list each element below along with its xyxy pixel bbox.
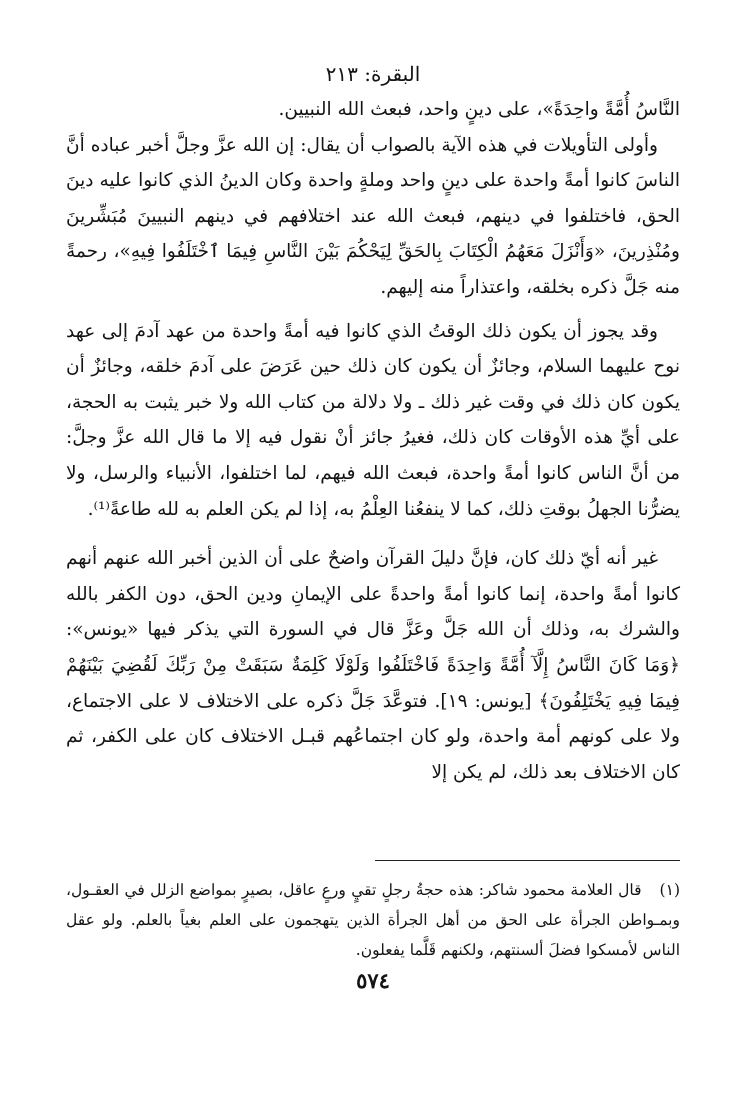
paragraph: غير أنه أيّ ذلك كان، فإنَّ دليلَ القرآن واضحٌ على أن الذين أخبر الله عنهم أنهم كانوا أمةً واحدة، إنما كانوا أمةً واحدةً على الإيمانِ ودين الحق، دون الكفر بالله والشرك به، وذلك أن الله جَلَّ وعَزَّ قال في السورة التي يذكر فيها «يونس»: ﴿وَمَا كَانَ النَّاسُ إِلَّآ أُمَّةً وَاحِدَةً فَاخْتَلَفُوا وَلَوْلَا كَلِمَةٌ سَبَقَتْ مِنْ رَبِّكَ لَقُضِيَ بَيْنَهُمْ فِيمَا فِيهِ يَخْتَلِفُونَ﴾ [يونس: ١٩]. فتوعَّدَ جَلَّ ذكره على الاختلاف لا على الاجتماع، ولا على كونهم أمة واحدة، ولو كان اجتماعُهم قبـل الاختلاف كان على الكفر، ثم كان الاختلاف بعد ذلك، لم يكن إلا [66,548,681,783]
paragraph: وأولى التأويلات في هذه الآية بالصواب أن يقال: إن الله عزَّ وجلَّ أخبر عباده أنَّ الناسَ كانوا أمةً واحدة على دينٍ واحد وملةٍ واحدة وكان الدينُ الذي كانوا عليه دينَ الحق، فاختلفوا في دينهم، فبعث الله عند اختلافهم في دينهم النبيينَ مُبَشِّرينَ ومُنْذِرينَ، «وَأَنْزَلَ مَعَهُمُ الْكِتَابَ بِالحَقِّ لِيَحْكُمَ بَيْنَ النَّاسِ فِيمَا ٱخْتَلَفُوا فِيهِ»، رحمةً منه جَلَّ ذكره بخلقه، واعتذاراً منه إليهم. [66,134,680,298]
paragraph: النَّاسُ أُمَّةً واحِدَةً»، على دينٍ واحد، فبعث الله النبيين. [278,99,680,120]
paragraph: وقد يجوز أن يكون ذلك الوقتُ الذي كانوا فيه أمةً واحدة من عهد آدمَ إلى عهد نوح عليهما السلام، وجائزٌ أن يكون كان ذلك حين عَرَضَ على آدمَ خلقه، وجائزٌ أن يكون كان ذلك في وقت غير ذلك ـ ولا دلالة من كتاب الله ولا خبر يثبت به الحجة، على أيِّ هذه الأوقات كان ذلك، فغيرُ جائز أنْ نقول فيه إلا ما قال الله عزَّ وجلَّ: من أنَّ الناس كانوا أمةً واحدة، فبعث الله فيهم، لما اختلفوا، الأنبياء والرسل، ولا يضرُّنا الجهلُ بوقتِ ذلك، كما لا ينفعُنا العِلْمُ به، إذا لم يكن العلم به لله طاعةً⁽¹⁾. [66,320,680,520]
page-number: ٥٧٤ [356,968,390,993]
footnote-marker: (١) [659,881,680,899]
footnote-separator [375,860,680,861]
footnote-text: قال العلامة محمود شاكر: هذه حجةُ رجلٍ تقيٍ ورعٍ عاقل، بصيرٍ بمواضع الزلل في العقـول، وبمـواطن الجرأة على الحق من أهل الجرأة الذين يتهجمون على العلم بغياً بالعلم. ولو عقل الناس لأمسكوا فضلَ ألسنتهم، ولكنهم قَلَّما يفعلون. [66,881,680,959]
running-head: البقرة: ٢١٣ [325,62,421,86]
footnote [66,875,680,965]
main-text [66,92,680,790]
